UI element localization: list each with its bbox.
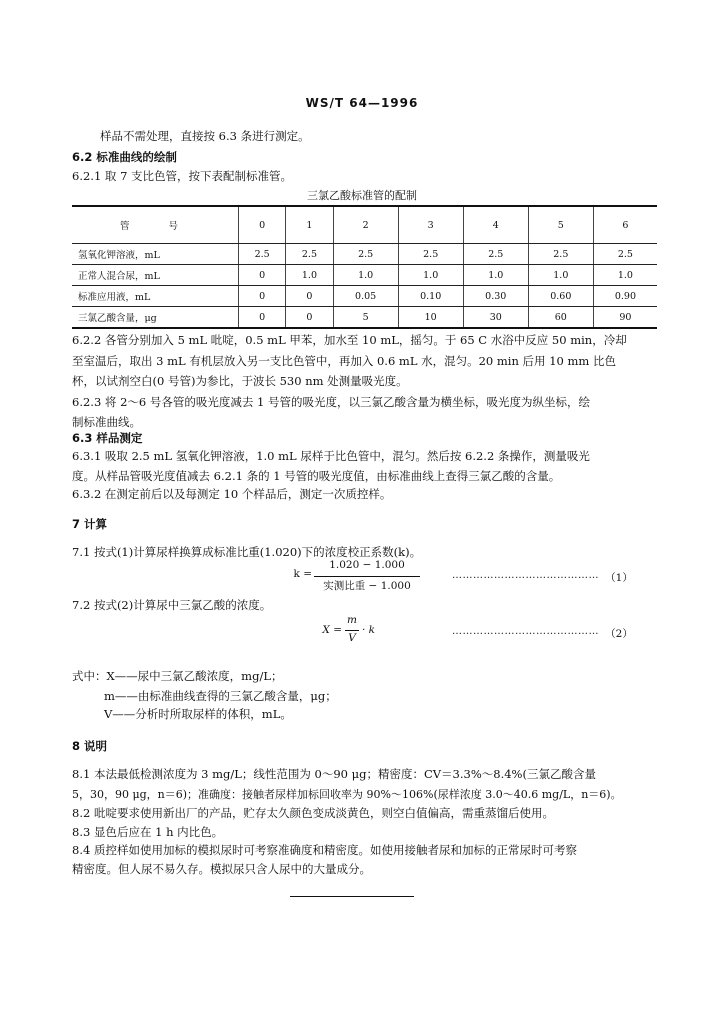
clause-8-1-line-1: 8.1 本法最低检测浓度为 3 mg/L；线性范围为 0～90 μg；精密度：CV＝3.3%～8.4%(三氯乙酸含量	[72, 767, 596, 781]
clause-8-1-line-2: 5，30，90 μg，n＝6)；准确度：接触者尿样加标回收率为 90%～106%(尿样浓度 3.0～40.6 mg/L，n＝6)。	[72, 788, 622, 801]
table-col-header: 6	[593, 206, 657, 244]
eq2-numerator: m	[347, 614, 357, 626]
table-cell: 1.0	[528, 265, 593, 286]
table-cell: 0	[286, 307, 333, 329]
table-col-header: 0	[239, 206, 286, 244]
table-cell: 2.5	[528, 244, 593, 265]
table-cell: 2.5	[398, 244, 463, 265]
row-label: 氢氧化钾溶液，mL	[72, 244, 239, 265]
clause-8-4-line-1: 8.4 质控样如使用加标的模拟尿时可考察准确度和精密度。如使用接触者尿和加标的正常尿时可考察	[72, 843, 577, 857]
row-label: 标准应用液，mL	[72, 286, 239, 307]
section-6-3-heading: 6.3 样品测定	[72, 431, 143, 445]
table-cell: 2.5	[286, 244, 333, 265]
section-7-heading: 7 计算	[72, 517, 108, 531]
table-cell: 0.90	[593, 286, 657, 307]
clause-7-1: 7.1 按式(1)计算尿样换算成标准比重(1.020)下的浓度校正系数(k)。	[72, 545, 422, 559]
table-header-label: 管 号	[72, 206, 239, 244]
eq2-rhs: · k	[362, 624, 376, 636]
table-cell: 2.5	[239, 244, 286, 265]
table-cell: 2.5	[463, 244, 528, 265]
table-col-header: 5	[528, 206, 593, 244]
table-caption: 三氯乙酸标准管的配制	[307, 189, 417, 202]
eq1-lhs: k =	[293, 568, 312, 580]
table-row	[72, 286, 657, 307]
clause-6-2-3-line-2: 制标准曲线。	[72, 415, 141, 429]
table-cell: 0	[239, 265, 286, 286]
table-cell: 60	[528, 307, 593, 329]
table-cell: 0.30	[463, 286, 528, 307]
intro-paragraph: 样品不需处理，直接按 6.3 条进行测定。	[100, 129, 310, 143]
table-row	[72, 244, 657, 265]
eq2-lhs: X =	[322, 624, 342, 636]
table-cell: 1.0	[463, 265, 528, 286]
clause-6-2-2-line-1: 6.2.2 各管分别加入 5 mL 吡啶，0.5 mL 甲苯，加水至 10 mL，摇匀。于 65 C 水浴中反应 50 min，冷却	[72, 333, 627, 347]
table-cell: 0	[239, 286, 286, 307]
standard-tube-table	[72, 205, 657, 329]
table-row	[72, 265, 657, 286]
table-cell: 0	[239, 307, 286, 329]
table-col-header: 2	[333, 206, 398, 244]
clause-6-2-2-line-3: 杯，以试剂空白(0 号管)为参比，于波长 530 nm 处测量吸光度。	[72, 374, 408, 388]
table-cell: 0	[286, 286, 333, 307]
definition-v: V——分析时所取尿样的体积，mL。	[104, 707, 292, 721]
clause-8-4-line-2: 精密度。但人尿不易久存。模拟尿只含人尿中的大量成分。	[72, 862, 371, 876]
table-cell: 10	[398, 307, 463, 329]
table-col-header: 1	[286, 206, 333, 244]
table-cell: 0.10	[398, 286, 463, 307]
row-label: 正常人混合尿，mL	[72, 265, 239, 286]
clause-8-3: 8.3 显色后应在 1 h 内比色。	[72, 825, 224, 839]
row-label: 三氯乙酸含量，μg	[72, 307, 239, 329]
eq1-numerator: 1.020 − 1.000	[329, 559, 405, 571]
eq2-leader-dots: ……………………………………	[452, 626, 599, 637]
table-cell: 1.0	[398, 265, 463, 286]
table-cell: 30	[463, 307, 528, 329]
eq2-fraction-bar	[345, 630, 359, 631]
end-rule	[290, 896, 414, 897]
clause-6-3-1-line-1: 6.3.1 吸取 2.5 mL 氢氧化钾溶液，1.0 mL 尿样于比色管中，混匀。然后按 6.2.2 条操作，测量吸光	[72, 449, 590, 463]
clause-8-2: 8.2 吡啶要求使用新出厂的产品，贮存太久颜色变成淡黄色，则空白值偏高，需重蒸馏后使用。	[72, 806, 554, 820]
eq1-fraction-bar	[314, 576, 420, 577]
clause-6-2-3-line-1: 6.2.3 将 2～6 号各管的吸光度减去 1 号管的吸光度，以三氯乙酸含量为横坐标，吸光度为纵坐标，绘	[72, 395, 590, 409]
clause-6-3-1-line-2: 度。从样品管吸光度值减去 6.2.1 条的 1 号管的吸光度值，由标准曲线上查得三氯乙酸的含量。	[72, 469, 561, 483]
definition-x: 式中：X——尿中三氯乙酸浓度，mg/L；	[72, 669, 283, 683]
table-cell: 0.60	[528, 286, 593, 307]
eq2-denominator: V	[348, 632, 356, 644]
table-cell: 5	[333, 307, 398, 329]
clause-6-2-2-line-2: 至室温后，取出 3 mL 有机层放入另一支比色管中，再加入 0.6 mL 水，混匀。20 min 后用 10 mm 比色	[72, 354, 616, 368]
table-header-row	[72, 206, 657, 244]
table-col-header: 3	[398, 206, 463, 244]
eq1-denominator: 实测比重 − 1.000	[323, 580, 411, 592]
clause-6-2-1: 6.2.1 取 7 支比色管，按下表配制标准管。	[72, 169, 293, 183]
table-cell: 1.0	[593, 265, 657, 286]
table-cell: 0.05	[333, 286, 398, 307]
section-6-2-heading: 6.2 标准曲线的绘制	[72, 150, 177, 164]
table-cell: 2.5	[333, 244, 398, 265]
clause-6-3-2: 6.3.2 在测定前后以及每测定 10 个样品后，测定一次质控样。	[72, 487, 392, 501]
definition-m: m——由标准曲线查得的三氯乙酸含量，μg；	[104, 689, 337, 703]
table-col-header: 4	[463, 206, 528, 244]
clause-7-2: 7.2 按式(2)计算尿中三氯乙酸的浓度。	[72, 598, 272, 612]
section-8-heading: 8 说明	[72, 739, 108, 753]
table-cell: 1.0	[333, 265, 398, 286]
table-row	[72, 307, 657, 329]
eq1-leader-dots: ……………………………………	[452, 570, 599, 581]
eq1-number: （1）	[605, 572, 633, 584]
table-cell: 2.5	[593, 244, 657, 265]
page-header: WS/T 64—1996	[305, 96, 419, 110]
table-cell: 90	[593, 307, 657, 329]
eq2-number: （2）	[605, 628, 633, 640]
table-cell: 1.0	[286, 265, 333, 286]
